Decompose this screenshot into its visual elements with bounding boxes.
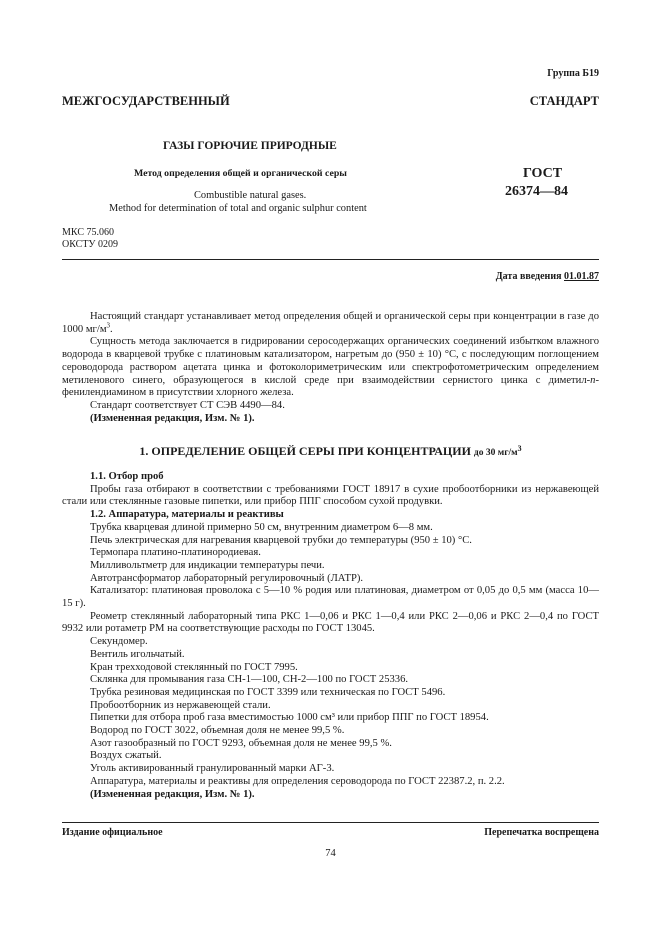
subsection-1-1-title: 1.1. Отбор проб <box>90 471 164 482</box>
equipment-item: Азот газообразный по ГОСТ 9293, объемная доля не менее 99,5 %. <box>90 737 392 749</box>
footer-edition: Издание официальное <box>62 827 163 838</box>
equipment-item: Аппаратура, материалы и реактивы для определения сероводорода по ГОСТ 22387.2, п. 2.2. <box>90 775 505 787</box>
gost-number: 26374—84 <box>505 184 568 199</box>
equipment-item: Трубка кварцевая длиной примерно 50 см, внутренним диаметром 6—8 мм. <box>90 521 433 533</box>
intro-date-label: Дата введения <box>495 271 562 282</box>
equipment-item: Катализатор: платиновая проволока с 5—10 % родия или платиновая, диаметром от 0,05 до 0,5 мм (масса 10—15 г). <box>62 585 599 610</box>
equipment-item: Уголь активированный гранулированный марки АГ-3. <box>90 763 335 775</box>
subsection-1-2-title: 1.2. Аппаратура, материалы и реактивы <box>90 509 284 521</box>
equipment-list <box>62 522 599 789</box>
equipment-item: Автотрансформатор лабораторный регулировочный (ЛАТР). <box>90 572 364 584</box>
group-code: Группа Б19 <box>547 68 599 79</box>
equipment-item: Пробоотборник из нержавеющей стали. <box>90 699 271 711</box>
top-divider <box>62 259 599 260</box>
equipment-item: Склянка для промывания газа СН-1—100, СН-2—100 по ГОСТ 25336. <box>90 674 409 686</box>
intro-date-value: 01.01.87 <box>564 271 599 282</box>
equipment-item: Печь электрическая для нагревания кварцевой трубки до температуры (950 ± 10) °С. <box>90 534 472 546</box>
equipment-item: Трубка резиновая медицинская по ГОСТ 3399 или техническая по ГОСТ 5496. <box>90 686 446 698</box>
standard-banner: МЕЖГОСУДАРСТВЕННЫЙ СТАНДАРТ <box>62 94 599 108</box>
gost-label: ГОСТ <box>523 166 563 181</box>
equipment-item: Кран трехходовой стеклянный по ГОСТ 7995. <box>90 661 298 673</box>
english-title-line2: Method for determination of total and organic sulphur content <box>109 203 367 214</box>
bottom-divider <box>62 822 599 823</box>
section-1-body <box>62 471 599 801</box>
preamble-paragraph-2: Сущность метода заключается в гидрировании серосодержащих органических соединений избытком влажного водорода в кварцевой трубке с платиновым катализатором, нагретым до (950 ± 10) °С, с последующим поглощением сероводорода раствором ацетата цинка и фотоколориметрическим или спектрофотометрическим определением метиленового синего, образующегося в кислой среде при взаимодействии сернистого цинка с диметил-n-фенилендиамином в присутствии хлорного железа. <box>62 336 599 399</box>
equipment-item: Термопара платино-платинородиевая. <box>90 547 261 559</box>
preamble-paragraph-3: Стандарт соответствует СТ СЭВ 4490—84. <box>90 399 285 411</box>
classification-codes <box>62 227 118 251</box>
subsection-1-1-text: Пробы газа отбирают в соответствии с требованиями ГОСТ 18917 в сухие пробоотборники из нержавеющей стали или стеклянные газовые пипетки, или прибор ППГ способом сухой продувки. <box>62 483 599 508</box>
equipment-item: Вентиль игольчатый. <box>90 648 185 660</box>
equipment-item: Воздух сжатый. <box>90 750 162 762</box>
document-title: ГАЗЫ ГОРЮЧИЕ ПРИРОДНЫЕ <box>163 140 337 152</box>
document-subtitle: Метод определения общей и органической серы <box>134 168 347 179</box>
english-title-line1: Combustible natural gases. <box>194 190 307 201</box>
preamble-amendment: (Измененная редакция, Изм. № 1). <box>90 412 255 424</box>
mks-code: МКС 75.060 <box>62 227 114 238</box>
equipment-item: Пипетки для отбора проб газа вместимостью 1000 см³ или прибор ППГ по ГОСТ 18954. <box>90 712 489 724</box>
equipment-item: Водород по ГОСТ 3022, объемная доля не менее 99,5 %. <box>90 725 345 737</box>
equipment-item: Секундомер. <box>90 636 148 648</box>
page-number: 74 <box>325 848 336 859</box>
equipment-item: Милливольтметр для индикации температуры печи. <box>90 559 325 571</box>
footer-reprint-notice: Перепечатка воспрещена <box>484 827 599 838</box>
intro-date-line <box>496 271 599 282</box>
equipment-item: Реометр стеклянный лабораторный типа РКС 1—0,06 и РКС 1—0,4 или РКС 2—0,06 и РКС 2—0,4 по ГОСТ 9932 или ротаметр РМ на соответствующие расходы по ГОСТ 13045. <box>62 610 599 635</box>
okstu-code: ОКСТУ 0209 <box>62 239 119 250</box>
preamble <box>62 311 599 425</box>
section-1-amendment: (Измененная редакция, Изм. № 1). <box>90 788 255 800</box>
preamble-paragraph-1: Настоящий стандарт устанавливает метод определения общей и органической серы при концентрации в газе до 1000 $мг/м^3$. <box>62 311 599 335</box>
section-1-heading: 1. ОПРЕДЕЛЕНИЕ ОБЩЕЙ СЕРЫ ПРИ КОНЦЕНТРАЦИИ до 30 $мг/м^3$ <box>139 444 522 459</box>
